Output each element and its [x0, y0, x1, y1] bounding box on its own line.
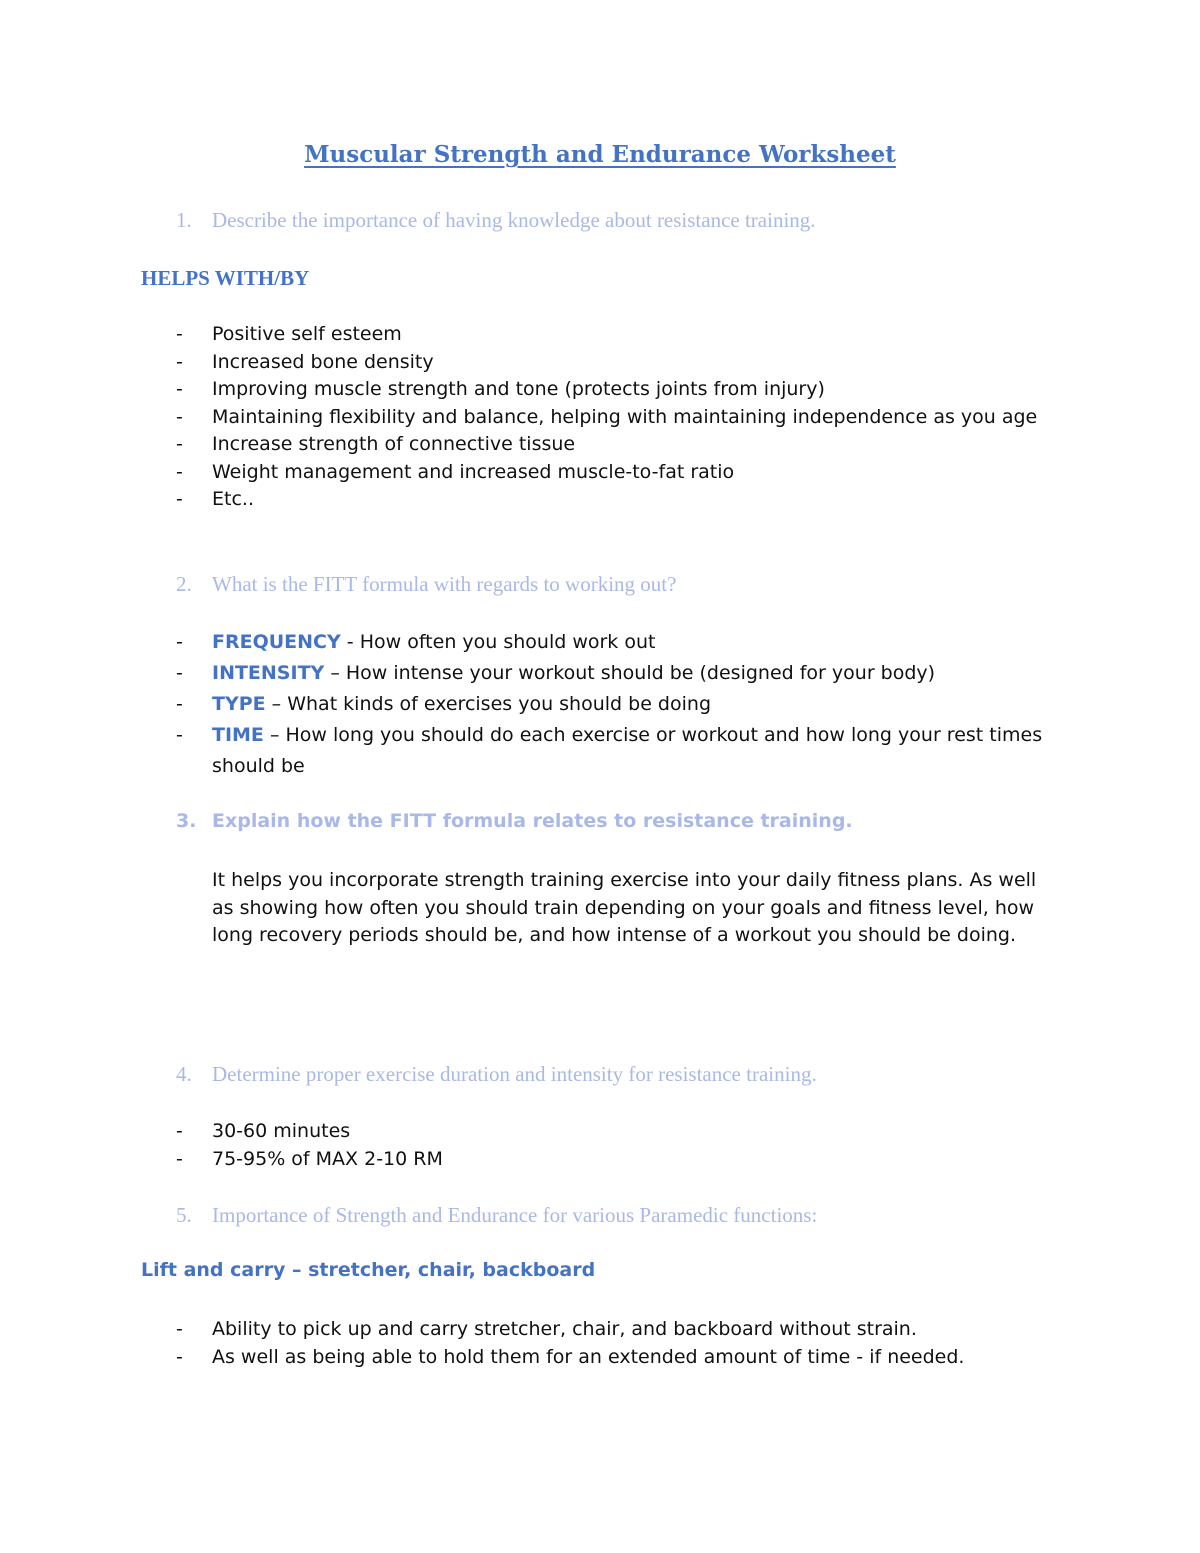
question-text: Explain how the FITT formula relates to resistance training. [212, 810, 853, 832]
list-item: - Increase strength of connective tissue [176, 431, 1056, 459]
fitt-description: How often you should work out [359, 631, 656, 653]
fitt-item-frequency: - FREQUENCY - How often you should work out [176, 627, 1056, 658]
dash-bullet: - [176, 1120, 183, 1142]
dash-bullet: - [176, 433, 183, 455]
list-item: - Ability to pick up and carry stretcher, chair, and backboard without strain. [176, 1316, 1056, 1344]
list-item: - Improving muscle strength and tone (protects joints from injury) [176, 376, 1056, 404]
section-heading-lift-carry: Lift and carry – stretcher, chair, backboard [141, 1259, 596, 1281]
fitt-item-time: - TIME – How long you should do each exercise or workout and how long your rest times should be [176, 720, 1056, 782]
lift-carry-list [176, 1316, 1056, 1371]
fitt-item-intensity: - INTENSITY – How intense your workout should be (designed for your body) [176, 658, 1056, 689]
dash-bullet: - [176, 693, 183, 715]
dash-bullet: - [176, 460, 183, 483]
duration-list [176, 1118, 1056, 1173]
question-text: Describe the importance of having knowledge about resistance training. [212, 208, 816, 232]
dash-bullet: - [176, 724, 183, 746]
list-item: - 30-60 minutes [176, 1118, 1056, 1146]
list-item: - Weight management and increased muscle-to-fat ratio [176, 459, 1056, 487]
fitt-item-type: - TYPE – What kinds of exercises you should be doing [176, 689, 1056, 720]
fitt-description: How long you should do each exercise or workout and how long your rest times should be [212, 724, 1043, 777]
section-heading-helps: HELPS WITH/BY [141, 266, 310, 290]
question-number: 4. [176, 1062, 192, 1086]
dash-bullet: - [176, 662, 183, 684]
question-text: Importance of Strength and Endurance for various Paramedic functions: [212, 1203, 818, 1227]
fitt-term: INTENSITY [212, 662, 325, 684]
list-item: - As well as being able to hold them for an extended amount of time - if needed. [176, 1344, 1056, 1372]
fitt-term: TYPE [212, 693, 266, 715]
dash-bullet: - [176, 1318, 183, 1340]
fitt-description: How intense your workout should be (designed for your body) [345, 662, 936, 684]
question-number: 2. [176, 572, 192, 596]
question-number: 5. [176, 1203, 192, 1227]
answer-3-paragraph: It helps you incorporate strength training exercise into your daily fitness plans. As well as showing how often you should train depending on your goals and fitness level, how long recovery periods should be, and how intense of a workout you should be doing. [212, 869, 1037, 946]
question-text: What is the FITT formula with regards to working out? [212, 572, 677, 596]
fitt-term: TIME [212, 724, 264, 746]
question-text: Determine proper exercise duration and intensity for resistance training. [212, 1062, 817, 1086]
list-item: - 75-95% of MAX 2-10 RM [176, 1146, 1056, 1174]
list-item: - Etc.. [176, 486, 1056, 514]
dash-bullet: - [176, 378, 183, 400]
list-item: - Maintaining flexibility and balance, helping with maintaining independence as you age [176, 404, 1056, 432]
benefits-list [176, 321, 1056, 514]
fitt-description: What kinds of exercises you should be doing [287, 693, 711, 715]
fitt-term: FREQUENCY [212, 631, 341, 653]
list-item: - Positive self esteem [176, 321, 1056, 349]
question-number: 3. [176, 810, 197, 832]
dash-bullet: - [176, 323, 183, 345]
dash-bullet: - [176, 350, 183, 373]
question-number: 1. [176, 208, 192, 232]
dash-bullet: - [176, 1345, 183, 1368]
dash-bullet: - [176, 631, 183, 653]
list-item: - Increased bone density [176, 349, 1056, 377]
fitt-list [176, 627, 1056, 782]
dash-bullet: - [176, 488, 183, 510]
page-title: Muscular Strength and Endurance Worksheet [304, 141, 896, 168]
dash-bullet: - [176, 405, 183, 428]
dash-bullet: - [176, 1147, 183, 1170]
